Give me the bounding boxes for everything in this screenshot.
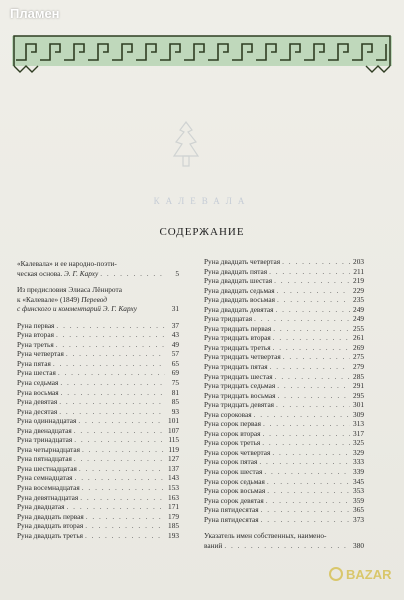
toc-page-number: 85 xyxy=(171,397,179,407)
toc-entry-label: Руна двадцать первая xyxy=(17,511,84,521)
toc-entry-label: Руна третья xyxy=(17,339,54,349)
leader-dots xyxy=(274,276,350,286)
toc-page-number: 179 xyxy=(168,511,179,521)
toc-page-number: 279 xyxy=(353,362,364,372)
toc-entry-label: Руна седьмая xyxy=(17,378,59,388)
toc-entry[interactable] xyxy=(17,416,179,426)
leader-dots xyxy=(261,505,350,515)
watermark-label: Пламен xyxy=(10,6,60,21)
toc-entry[interactable] xyxy=(204,343,364,353)
toc-page-number: 43 xyxy=(171,330,179,340)
toc-entry[interactable] xyxy=(17,349,179,359)
toc-page-number: 317 xyxy=(353,428,364,438)
toc-page-number: 5 xyxy=(175,268,179,278)
leader-dots xyxy=(283,352,350,362)
toc-entry-label: Руна двадцать седьмая xyxy=(204,285,275,295)
toc-entry-label: Руна сороковая xyxy=(204,409,252,419)
leader-dots xyxy=(80,493,165,503)
toc-entry[interactable] xyxy=(17,426,179,436)
toc-entry-label: Руна сорок пятая xyxy=(204,457,258,467)
toc-entry[interactable] xyxy=(204,457,364,467)
toc-entry[interactable] xyxy=(204,257,364,267)
toc-entry-label: Руна сорок седьмая xyxy=(204,476,265,486)
toc-page-number: 373 xyxy=(353,514,364,524)
leader-dots xyxy=(263,419,350,429)
toc-page-number: 255 xyxy=(353,323,364,333)
toc-page-number: 107 xyxy=(168,425,179,435)
toc-entry-label: Руна семнадцатая xyxy=(17,473,73,483)
toc-entry-label: Руна двадцать третья xyxy=(17,530,84,540)
toc-intro-line: к «Калевале» (1849) Перевод xyxy=(17,294,107,304)
toc-entry-label: Руна тридцать четвертая xyxy=(204,352,281,362)
toc-page-number: 295 xyxy=(353,390,364,400)
toc-entry[interactable] xyxy=(204,276,364,286)
toc-entry-label: Руна двадцать четвертая xyxy=(204,257,281,266)
leader-dots xyxy=(56,340,165,350)
toc-entry[interactable] xyxy=(17,483,179,493)
toc-entry[interactable] xyxy=(204,352,364,362)
faint-title: КАЛЕВАЛА xyxy=(153,196,251,206)
toc-page-number: 93 xyxy=(171,406,179,416)
toc-entry[interactable] xyxy=(17,502,179,512)
toc-entry-label: Руна одиннадцатая xyxy=(17,416,77,426)
toc-entry[interactable] xyxy=(17,454,179,464)
toc-entry[interactable] xyxy=(204,400,364,410)
toc-entry[interactable] xyxy=(204,362,364,372)
toc-entry-label: Руна двадцать шестая xyxy=(204,276,273,286)
toc-entry[interactable] xyxy=(17,340,179,350)
leader-dots xyxy=(261,515,350,525)
leader-dots xyxy=(254,314,350,324)
toc-page-number: 229 xyxy=(353,285,364,295)
toc-entry-label: Руна сорок восьмая xyxy=(204,486,266,496)
toc-right-column xyxy=(204,257,364,550)
toc-page-number: 203 xyxy=(353,257,364,266)
toc-page-number: 219 xyxy=(353,276,364,286)
leader-dots xyxy=(254,410,350,420)
toc-page-number: 75 xyxy=(171,378,179,388)
svg-text:BAZAR: BAZAR xyxy=(346,567,392,582)
toc-intro-line: Из предисловия Элиаса Лённрота xyxy=(17,285,122,295)
toc-entry[interactable] xyxy=(17,397,179,407)
toc-intro-line: «Калевала» и ее народно-поэти- xyxy=(17,259,117,268)
leader-dots xyxy=(273,343,350,353)
toc-entry-label: Руна первая xyxy=(17,320,55,330)
leader-dots xyxy=(275,372,350,382)
toc-entry[interactable] xyxy=(204,286,364,296)
toc-entry[interactable] xyxy=(17,435,179,445)
toc-page-number: 313 xyxy=(353,419,364,429)
leader-dots xyxy=(277,286,350,296)
toc-page-number: 353 xyxy=(353,486,364,496)
toc-entry-label: ческая основа. Э. Г. Карху xyxy=(17,268,99,278)
toc-page-number: 269 xyxy=(353,342,364,352)
toc-entry-label: Руна тридцать третья xyxy=(204,342,271,352)
toc-page-number: 119 xyxy=(168,444,179,454)
toc-entry[interactable] xyxy=(204,410,364,420)
toc-page-number: 153 xyxy=(168,483,179,493)
toc-entry[interactable] xyxy=(17,521,179,531)
toc-entry[interactable] xyxy=(204,448,364,458)
toc-entry-label: Руна двенадцатая xyxy=(17,425,72,435)
ornament-border-icon xyxy=(12,30,392,74)
toc-list xyxy=(17,321,179,541)
leader-dots xyxy=(267,477,350,487)
toc-entry-label: Руна сорок шестая xyxy=(204,467,263,477)
leader-dots xyxy=(82,445,165,455)
toc-page-number: 143 xyxy=(168,473,179,483)
toc-entry-label: Руна сорок первая xyxy=(204,419,261,429)
leader-dots xyxy=(74,435,165,445)
toc-entry-label: Руна шестая xyxy=(17,368,56,378)
seal-emblem-icon xyxy=(166,120,206,172)
leader-dots xyxy=(78,416,165,426)
leader-dots xyxy=(267,486,350,496)
leader-dots xyxy=(66,349,165,359)
toc-entry-label: Руна пятидесятая xyxy=(204,514,259,524)
leader-dots xyxy=(273,324,350,334)
toc-entry[interactable] xyxy=(17,464,179,474)
toc-entry-label: Руна вторая xyxy=(17,330,54,340)
leader-dots xyxy=(277,391,350,401)
toc-entry[interactable] xyxy=(17,473,179,483)
toc-entry-label: Руна пятнадцатая xyxy=(17,454,72,464)
leader-dots xyxy=(59,397,165,407)
leader-dots xyxy=(79,464,165,474)
leader-dots xyxy=(74,454,165,464)
leader-dots xyxy=(270,362,350,372)
leader-dots xyxy=(67,502,165,512)
toc-page-number: 211 xyxy=(353,266,364,276)
leader-dots xyxy=(59,407,165,417)
toc-entry[interactable] xyxy=(204,467,364,477)
toc-page-number: 65 xyxy=(171,358,179,368)
page-title: СОДЕРЖАНИЕ xyxy=(159,226,245,238)
leader-dots xyxy=(85,531,165,541)
leader-dots xyxy=(272,448,350,458)
toc-entry-label: Руна тридцать седьмая xyxy=(204,381,276,391)
toc-entry-label: Руна сорок третья xyxy=(204,438,261,448)
toc-entry[interactable] xyxy=(17,378,179,388)
toc-page-number: 261 xyxy=(353,333,364,343)
toc-entry-label: Руна четырнадцатая xyxy=(17,444,81,454)
toc-entry-label: Руна тридцать шестая xyxy=(204,371,273,381)
toc-page-number: 309 xyxy=(353,409,364,419)
toc-entry[interactable] xyxy=(17,321,179,331)
leader-dots xyxy=(259,457,350,467)
toc-page-number: 37 xyxy=(171,320,179,330)
leader-dots xyxy=(85,521,165,531)
toc-page-number: 380 xyxy=(353,540,364,550)
leader-dots xyxy=(58,368,165,378)
toc-entry[interactable] xyxy=(204,541,364,551)
leader-dots xyxy=(56,330,165,340)
toc-page-number: 185 xyxy=(168,521,179,531)
toc-entry[interactable] xyxy=(17,445,179,455)
toc-entry[interactable] xyxy=(204,505,364,515)
toc-entry[interactable] xyxy=(17,388,179,398)
toc-entry-label: Руна двадцать девятая xyxy=(204,304,274,314)
bazar-logo-icon xyxy=(328,552,400,596)
toc-entry[interactable] xyxy=(17,531,179,541)
toc-page-number: 81 xyxy=(171,387,179,397)
toc-entry-label: Руна двадцать пятая xyxy=(204,266,268,276)
toc-page-number: 285 xyxy=(353,371,364,381)
toc-page-number: 235 xyxy=(353,295,364,305)
leader-dots xyxy=(273,333,350,343)
leader-dots xyxy=(56,321,165,331)
toc-page-number: 69 xyxy=(171,368,179,378)
toc-page-number: 359 xyxy=(353,495,364,505)
toc-list xyxy=(204,257,364,524)
toc-entry-label: с финского и комментарий Э. Г. Карху xyxy=(17,304,137,314)
toc-entry-label: Руна двадцатая xyxy=(17,502,65,512)
toc-entry-label: Руна пятидесятая xyxy=(204,505,259,515)
toc-entry-label: Руна четвертая xyxy=(17,349,64,359)
toc-entry[interactable] xyxy=(17,330,179,340)
toc-page-number: 275 xyxy=(353,352,364,362)
toc-entry-label: Руна двадцать восьмая xyxy=(204,295,275,305)
toc-page-number: 31 xyxy=(171,304,179,314)
toc-entry-label: Руна сорок вторая xyxy=(204,428,261,438)
leader-dots xyxy=(61,388,165,398)
leader-dots xyxy=(53,359,165,369)
toc-page-number: 137 xyxy=(168,463,179,473)
toc-entry[interactable] xyxy=(204,496,364,506)
toc-entry-label: Руна тридцать пятая xyxy=(204,362,268,372)
leader-dots xyxy=(86,512,165,522)
toc-entry[interactable] xyxy=(204,515,364,525)
toc-entry-label: Руна двадцать вторая xyxy=(17,521,84,531)
toc-page-number: 127 xyxy=(168,454,179,464)
toc-entry-label: Руна тридцать вторая xyxy=(204,333,271,343)
toc-entry[interactable] xyxy=(204,429,364,439)
toc-entry[interactable] xyxy=(204,372,364,382)
toc-entry[interactable] xyxy=(204,267,364,277)
toc-index-line: Указатель имен собственных, наимено- xyxy=(204,531,327,541)
toc-entry-label: Руна шестнадцатая xyxy=(17,463,77,473)
toc-entry[interactable] xyxy=(204,314,364,324)
toc-entry[interactable] xyxy=(204,295,364,305)
toc-entry-label: Руна тридцать первая xyxy=(204,323,272,333)
toc-entry[interactable] xyxy=(204,477,364,487)
toc-entry[interactable] xyxy=(204,419,364,429)
leader-dots xyxy=(100,269,165,279)
toc-entry-label: Руна пятая xyxy=(17,358,51,368)
toc-page-number: 301 xyxy=(353,400,364,410)
toc-entry-label: Руна восемнадцатая xyxy=(17,483,80,493)
leader-dots xyxy=(60,378,165,388)
toc-entry[interactable] xyxy=(204,305,364,315)
toc-entry[interactable] xyxy=(204,486,364,496)
toc-entry[interactable] xyxy=(17,368,179,378)
toc-entry-label: ваний xyxy=(204,540,223,550)
toc-entry[interactable] xyxy=(17,269,179,279)
leader-dots xyxy=(276,400,350,410)
toc-page-number: 163 xyxy=(168,492,179,502)
leader-dots xyxy=(75,473,165,483)
toc-page-number: 249 xyxy=(353,314,364,324)
leader-dots xyxy=(277,295,350,305)
toc-entry-label: Руна тридцать девятая xyxy=(204,400,275,410)
toc-page-number: 333 xyxy=(353,457,364,467)
toc-entry[interactable] xyxy=(204,438,364,448)
toc-page-number: 329 xyxy=(353,447,364,457)
toc-page-number: 193 xyxy=(168,530,179,540)
toc-page-number: 345 xyxy=(353,476,364,486)
leader-dots xyxy=(82,483,165,493)
leader-dots xyxy=(262,429,350,439)
toc-page-number: 249 xyxy=(353,304,364,314)
leader-dots xyxy=(269,267,350,277)
toc-page-number: 57 xyxy=(171,349,179,359)
toc-entry-label: Руна сорок четвертая xyxy=(204,447,271,457)
toc-page-number: 115 xyxy=(168,435,179,445)
toc-entry[interactable] xyxy=(204,333,364,343)
toc-entry-label: Руна восьмая xyxy=(17,387,59,397)
toc-page-number: 171 xyxy=(168,502,179,512)
leader-dots xyxy=(74,426,165,436)
toc-page-number: 365 xyxy=(353,505,364,515)
leader-dots xyxy=(264,467,350,477)
toc-page-number: 291 xyxy=(353,381,364,391)
toc-left-column xyxy=(17,259,179,540)
leader-dots xyxy=(277,381,350,391)
leader-dots xyxy=(282,257,350,267)
toc-entry-label: Руна тридцать восьмая xyxy=(204,390,276,400)
toc-entry[interactable] xyxy=(17,407,179,417)
toc-entry[interactable] xyxy=(204,324,364,334)
toc-entry[interactable] xyxy=(204,391,364,401)
toc-entry[interactable] xyxy=(17,512,179,522)
toc-entry-label: Руна тринадцатая xyxy=(17,435,73,445)
toc-page-number: 339 xyxy=(353,467,364,477)
toc-entry[interactable] xyxy=(204,381,364,391)
toc-entry-label: Руна девятая xyxy=(17,397,58,407)
toc-page-number: 325 xyxy=(353,438,364,448)
toc-entry-label: Руна десятая xyxy=(17,406,58,416)
toc-page-number: 49 xyxy=(171,339,179,349)
toc-page-number: 101 xyxy=(168,416,179,426)
leader-dots xyxy=(266,496,350,506)
toc-entry-label: Руна девятнадцатая xyxy=(17,492,79,502)
toc-entry[interactable] xyxy=(17,493,179,503)
leader-dots xyxy=(276,305,350,315)
toc-entry-label: Руна сорок девятая xyxy=(204,495,264,505)
toc-entry[interactable] xyxy=(17,359,179,369)
leader-dots xyxy=(224,541,350,551)
toc-entry[interactable] xyxy=(17,304,179,314)
leader-dots xyxy=(262,438,350,448)
toc-entry-label: Руна тридцатая xyxy=(204,314,253,324)
